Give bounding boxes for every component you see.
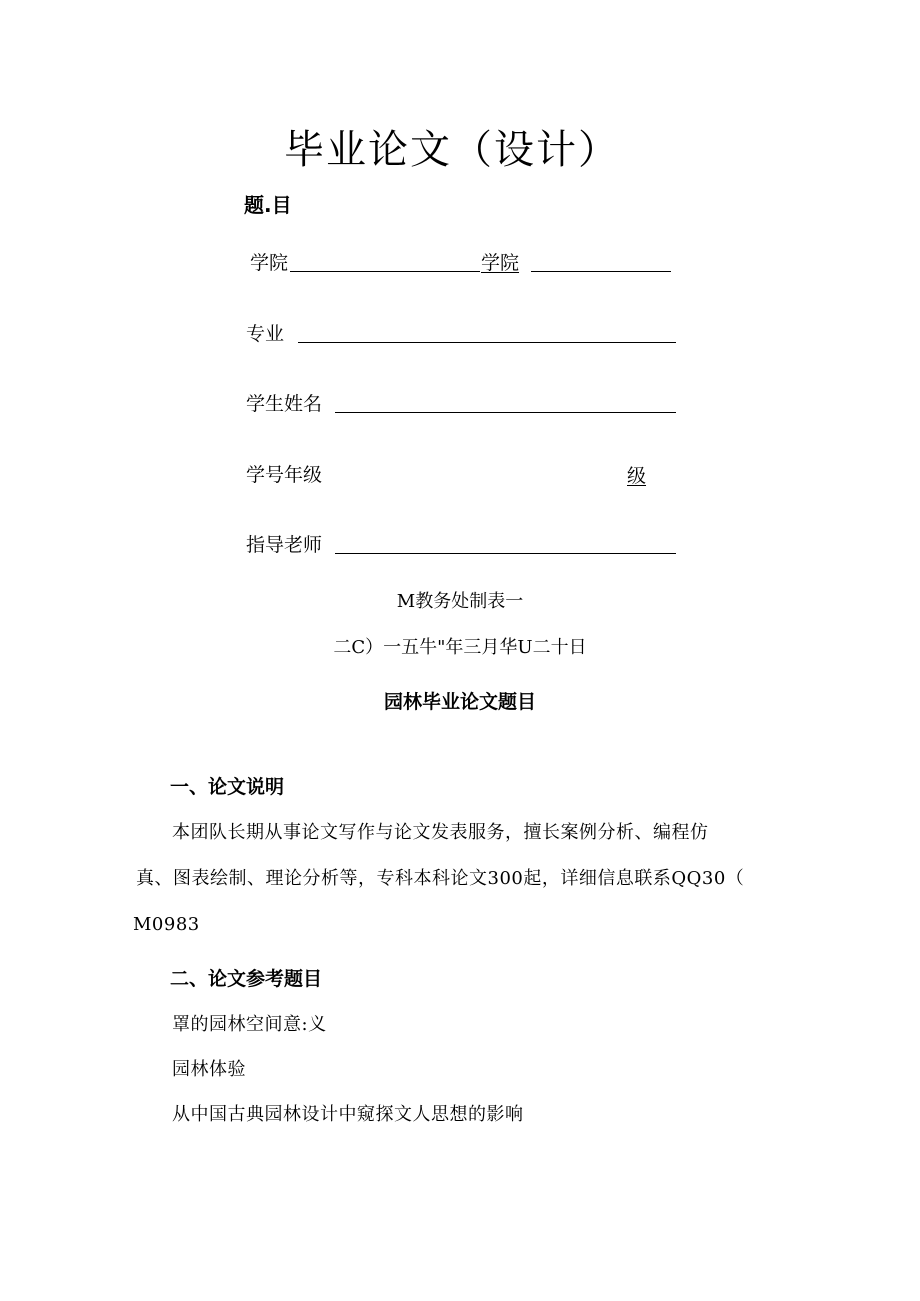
college-underline-1: [290, 271, 480, 272]
date-line: 二C）一五牛"年三月华U二十日: [333, 637, 587, 658]
college-value: 学院: [481, 252, 520, 274]
college-underline-2: [531, 271, 671, 272]
major-underline: [298, 342, 676, 343]
student-name-label: 学生姓名: [246, 393, 323, 415]
description-line-1: 本团队长期从事论文写作与论文发表服务，擅长案例分析、编程仿: [172, 822, 709, 843]
topic-item-2: 园林体验: [172, 1059, 246, 1080]
description-line-2: 真、图表绘制、理论分析等，专科本科论文300起，详细信息联系QQ30（: [136, 868, 745, 889]
section-heading-description: 一、论文说明: [170, 776, 285, 798]
document-title: 园林毕业论文题目: [383, 691, 536, 713]
student-name-underline: [335, 412, 676, 413]
topic-item-3: 从中国古典园林设计中窥探文人思想的影响: [172, 1104, 524, 1125]
major-label: 专业: [246, 323, 285, 345]
advisor-label: 指导老师: [246, 534, 323, 556]
section-heading-topics: 二、论文参考题目: [170, 968, 323, 990]
description-line-3: M0983: [133, 914, 200, 935]
cover-title: 毕业论文（设计）: [284, 127, 620, 173]
advisor-underline: [335, 553, 676, 554]
issuer-line: M教务处制表一: [396, 591, 524, 612]
topic-item-1: 罩的园林空间意:义: [172, 1014, 327, 1035]
college-label: 学院: [250, 252, 289, 274]
student-id-grade-label: 学号年级: [246, 464, 323, 486]
grade-suffix: 级: [627, 465, 647, 487]
topic-label: 题.目: [244, 193, 292, 217]
